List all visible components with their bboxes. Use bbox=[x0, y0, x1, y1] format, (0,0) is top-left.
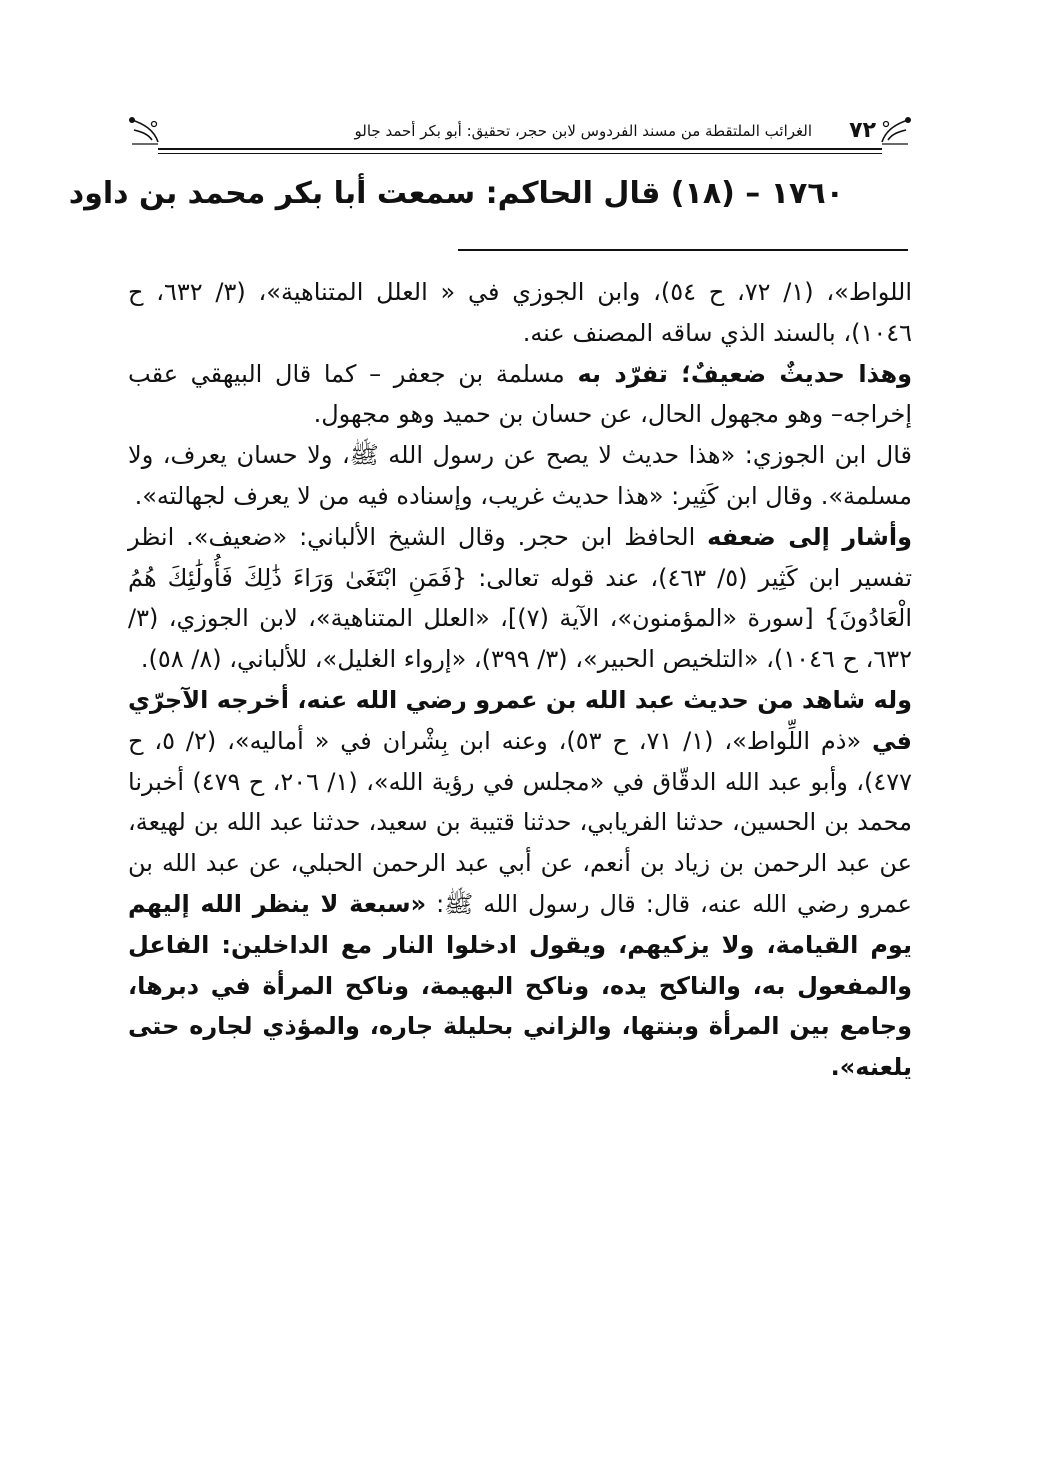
running-title: الغرائب الملتقطة من مسند الفردوس لابن حجر، تحقيق: أبو بكر أحمد جالو bbox=[354, 122, 812, 140]
emphasis-text: وأشار إلى ضعفه bbox=[707, 522, 912, 551]
footnote-paragraph bbox=[128, 517, 912, 680]
footnote-paragraph bbox=[128, 354, 912, 436]
hadith-heading: ١٧٦٠ – (١٨) قال الحاكم: سمعت أبا بكر محمد بن داود bbox=[68, 176, 844, 211]
floral-ornament-icon bbox=[128, 114, 162, 148]
hadith-quote: «سبعة لا ينظر الله إليهم يوم القيامة، ولا يزكيهم، ويقول ادخلوا النار مع الداخلين: الفاعل والمفعول به، والناكح يده، وناكح البهيمة، وناكح المرأة في دبرها، وجامع بين المرأة وبنتها، والزاني بحليلة جاره، والمؤذي لجاره حتى يلعنه». bbox=[128, 889, 912, 1082]
footnote-paragraph bbox=[128, 680, 912, 1088]
paragraph-text: مسلمة بن جعفر – كما قال البيهقي عقب إخراجه– وهو مجهول الحال، عن حسان بن حميد وهو مجهول. bbox=[128, 359, 912, 429]
paragraph-text: «ذم اللِّواط»، (١/ ٧١، ح ٥٣)، وعنه ابن بِشْران في « أماليه»، (٢/ ٥، ح ٤٧٧)، وأبو عبد الله الدقّاق في «مجلس في رؤية الله»، (١/ ٢٠٦، ح ٤٧٩) أخبرنا محمد بن الحسين، حدثنا الفريابي، حدثنا قتيبة بن سعيد، حدثنا عبد الله بن لهيعة، عن عبد الرحمن بن زياد بن أنعم، عن أبي عبد الرحمن الحبلي، عن عبد الله بن عمرو رضي الله عنه، قال: قال رسول الله ﷺ: bbox=[128, 726, 913, 918]
footnote-separator bbox=[458, 249, 908, 251]
running-header bbox=[128, 108, 912, 150]
footnotes bbox=[128, 272, 912, 1088]
header-rule-thin bbox=[158, 153, 882, 154]
paragraph-text: الحافظ ابن حجر. وقال الشيخ الألباني: «ضعيف». انظر تفسير ابن كَثِير (٥/ ٤٦٣)، عند قوله تعالى: {فَمَنِ ابْتَغَىٰ وَرَاءَ ذَٰلِكَ فَأُولَٰئِكَ هُمُ الْعَادُونَ} [سورة «المؤمنون»، الآية (٧)]، «العلل المتناهية»، لابن الجوزي، (٣/ ٦٣٢، ح ١٠٤٦)، «التلخيص الحبير»، (٣/ ٣٩٩)، «إرواء الغليل»، للألباني، (٨/ ٥٨). bbox=[128, 522, 913, 674]
floral-ornament-icon bbox=[878, 114, 912, 148]
footnote-paragraph: قال ابن الجوزي: «هذا حديث لا يصح عن رسول الله ﷺ، ولا حسان يعرف، ولا مسلمة». وقال ابن كَثِير: «هذا حديث غريب، وإسناده فيه من لا يعرف لجهالته». bbox=[128, 441, 912, 510]
header-rule bbox=[158, 148, 882, 150]
footnote-paragraph: اللواط»، (١/ ٧٢، ح ٥٤)، وابن الجوزي في « العلل المتناهية»، (٣/ ٦٣٢، ح ١٠٤٦)، بالسند الذي ساقه المصنف عنه. bbox=[128, 278, 913, 347]
emphasis-text: وهذا حديثٌ ضعيفٌ؛ تفرّد به bbox=[577, 359, 913, 388]
page-number: ٧٢ bbox=[849, 118, 876, 143]
emphasis-text: وله شاهد من حديث عبد الله بن عمرو رضي الله عنه، أخرجه الآجرّي في bbox=[128, 685, 913, 755]
